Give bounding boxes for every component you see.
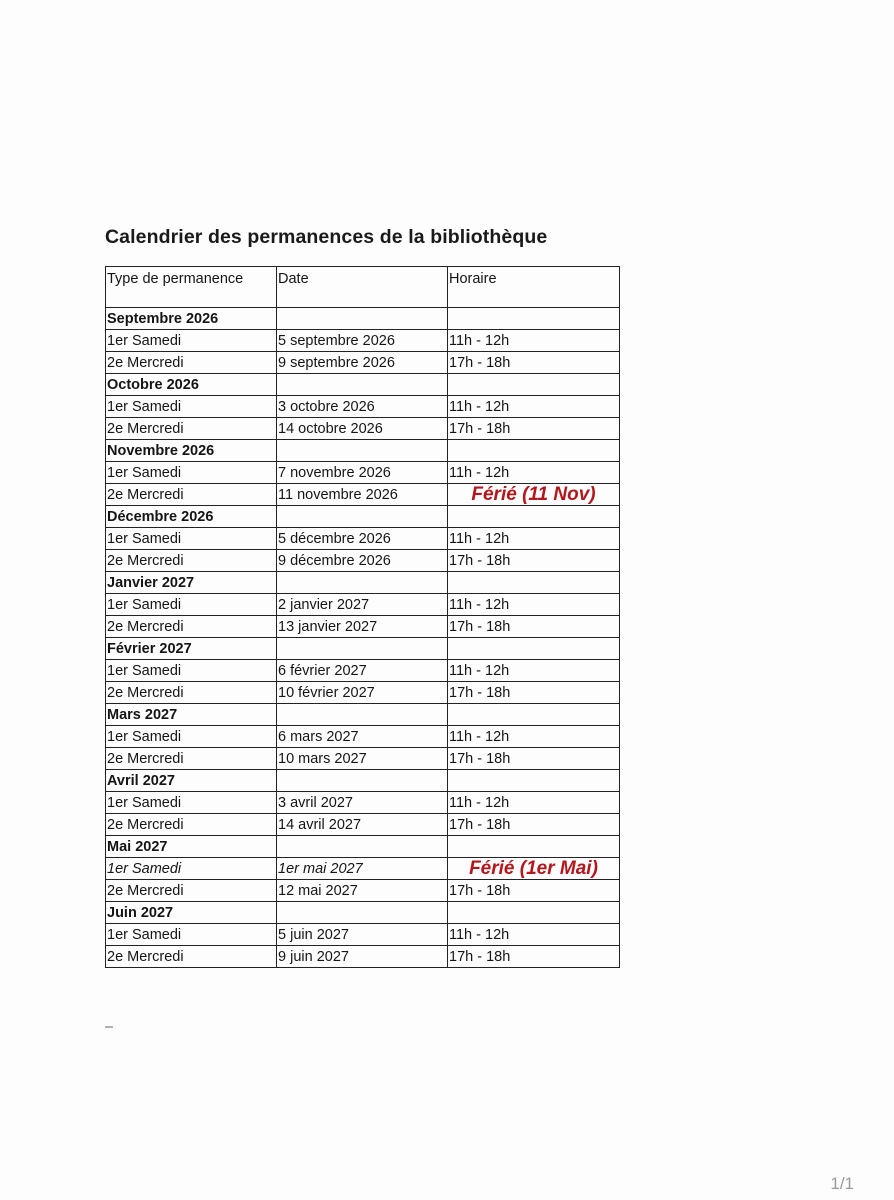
time-cell: 11h - 12h — [448, 792, 620, 814]
type-cell: 1er Samedi — [106, 528, 277, 550]
time-cell: 17h - 18h — [448, 814, 620, 836]
empty-cell — [277, 638, 448, 660]
table-row — [106, 726, 620, 748]
month-name-cell: Mars 2027 — [106, 704, 277, 726]
table-row — [106, 528, 620, 550]
empty-cell — [277, 836, 448, 858]
type-cell: 1er Samedi — [106, 330, 277, 352]
date-cell: 10 mars 2027 — [277, 748, 448, 770]
table-row — [106, 748, 620, 770]
month-name-cell: Juin 2027 — [106, 902, 277, 924]
empty-cell — [277, 902, 448, 924]
table-row — [106, 418, 620, 440]
scan-artifact — [105, 1026, 113, 1028]
column-header-time: Horaire — [448, 267, 620, 308]
time-cell: 11h - 12h — [448, 330, 620, 352]
empty-cell — [277, 770, 448, 792]
table-row — [106, 462, 620, 484]
time-cell: 11h - 12h — [448, 396, 620, 418]
time-cell: 11h - 12h — [448, 528, 620, 550]
month-row — [106, 374, 620, 396]
empty-cell — [277, 374, 448, 396]
table-row — [106, 946, 620, 968]
date-cell: 13 janvier 2027 — [277, 616, 448, 638]
empty-cell — [277, 704, 448, 726]
table-row — [106, 660, 620, 682]
month-row — [106, 902, 620, 924]
time-cell: 17h - 18h — [448, 682, 620, 704]
table-header-row — [106, 267, 620, 308]
empty-cell — [448, 770, 620, 792]
type-cell: 2e Mercredi — [106, 946, 277, 968]
empty-cell — [448, 572, 620, 594]
table-row — [106, 616, 620, 638]
date-cell: 6 mars 2027 — [277, 726, 448, 748]
empty-cell — [448, 308, 620, 330]
time-cell: 17h - 18h — [448, 550, 620, 572]
page-indicator: 1/1 — [830, 1174, 854, 1193]
month-name-cell: Novembre 2026 — [106, 440, 277, 462]
empty-cell — [277, 572, 448, 594]
time-cell: 17h - 18h — [448, 616, 620, 638]
month-row — [106, 836, 620, 858]
time-cell: 17h - 18h — [448, 946, 620, 968]
month-row — [106, 440, 620, 462]
type-cell: 2e Mercredi — [106, 814, 277, 836]
column-header-date: Date — [277, 267, 448, 308]
table-row — [106, 792, 620, 814]
time-cell: 17h - 18h — [448, 748, 620, 770]
date-cell: 9 juin 2027 — [277, 946, 448, 968]
time-cell: 17h - 18h — [448, 418, 620, 440]
type-cell: 1er Samedi — [106, 660, 277, 682]
month-name-cell: Octobre 2026 — [106, 374, 277, 396]
type-cell: 1er Samedi — [106, 462, 277, 484]
type-cell: 1er Samedi — [106, 396, 277, 418]
date-cell: 9 décembre 2026 — [277, 550, 448, 572]
schedule-table — [105, 266, 620, 968]
empty-cell — [448, 638, 620, 660]
column-header-type: Type de permanence — [106, 267, 277, 308]
date-cell: 7 novembre 2026 — [277, 462, 448, 484]
type-cell: 2e Mercredi — [106, 748, 277, 770]
time-cell: 17h - 18h — [448, 880, 620, 902]
empty-cell — [448, 704, 620, 726]
date-cell: 14 octobre 2026 — [277, 418, 448, 440]
table-row — [106, 396, 620, 418]
holiday-label: Férié (11 Nov) — [448, 484, 620, 506]
table-row — [106, 858, 620, 880]
month-name-cell: Mai 2027 — [106, 836, 277, 858]
date-cell: 3 avril 2027 — [277, 792, 448, 814]
date-cell: 5 juin 2027 — [277, 924, 448, 946]
date-cell: 12 mai 2027 — [277, 880, 448, 902]
month-name-cell: Février 2027 — [106, 638, 277, 660]
date-cell: 5 septembre 2026 — [277, 330, 448, 352]
month-row — [106, 770, 620, 792]
month-row — [106, 638, 620, 660]
table-row — [106, 880, 620, 902]
schedule-body — [106, 308, 620, 968]
type-cell: 2e Mercredi — [106, 352, 277, 374]
date-cell: 1er mai 2027 — [277, 858, 448, 880]
date-cell: 2 janvier 2027 — [277, 594, 448, 616]
date-cell: 14 avril 2027 — [277, 814, 448, 836]
type-cell: 2e Mercredi — [106, 418, 277, 440]
type-cell: 2e Mercredi — [106, 616, 277, 638]
time-cell: 11h - 12h — [448, 660, 620, 682]
empty-cell — [277, 506, 448, 528]
month-row — [106, 308, 620, 330]
month-name-cell: Janvier 2027 — [106, 572, 277, 594]
type-cell: 1er Samedi — [106, 858, 277, 880]
table-row — [106, 484, 620, 506]
empty-cell — [448, 440, 620, 462]
table-row — [106, 352, 620, 374]
month-name-cell: Décembre 2026 — [106, 506, 277, 528]
empty-cell — [448, 506, 620, 528]
type-cell: 2e Mercredi — [106, 682, 277, 704]
table-row — [106, 550, 620, 572]
empty-cell — [448, 836, 620, 858]
type-cell: 1er Samedi — [106, 924, 277, 946]
time-cell: 17h - 18h — [448, 352, 620, 374]
type-cell: 1er Samedi — [106, 594, 277, 616]
date-cell: 6 février 2027 — [277, 660, 448, 682]
empty-cell — [448, 374, 620, 396]
month-row — [106, 572, 620, 594]
empty-cell — [448, 902, 620, 924]
type-cell: 2e Mercredi — [106, 880, 277, 902]
month-name-cell: Septembre 2026 — [106, 308, 277, 330]
type-cell: 1er Samedi — [106, 792, 277, 814]
month-row — [106, 704, 620, 726]
time-cell: 11h - 12h — [448, 594, 620, 616]
date-cell: 5 décembre 2026 — [277, 528, 448, 550]
date-cell: 11 novembre 2026 — [277, 484, 448, 506]
table-row — [106, 924, 620, 946]
holiday-label: Férié (1er Mai) — [448, 858, 620, 880]
table-row — [106, 330, 620, 352]
type-cell: 2e Mercredi — [106, 550, 277, 572]
type-cell: 1er Samedi — [106, 726, 277, 748]
table-row — [106, 682, 620, 704]
empty-cell — [277, 440, 448, 462]
date-cell: 9 septembre 2026 — [277, 352, 448, 374]
month-row — [106, 506, 620, 528]
table-row — [106, 594, 620, 616]
empty-cell — [277, 308, 448, 330]
type-cell: 2e Mercredi — [106, 484, 277, 506]
document-title: Calendrier des permanences de la bibliothèque — [105, 226, 548, 248]
date-cell: 10 février 2027 — [277, 682, 448, 704]
date-cell: 3 octobre 2026 — [277, 396, 448, 418]
time-cell: 11h - 12h — [448, 462, 620, 484]
time-cell: 11h - 12h — [448, 924, 620, 946]
month-name-cell: Avril 2027 — [106, 770, 277, 792]
time-cell: 11h - 12h — [448, 726, 620, 748]
table-row — [106, 814, 620, 836]
